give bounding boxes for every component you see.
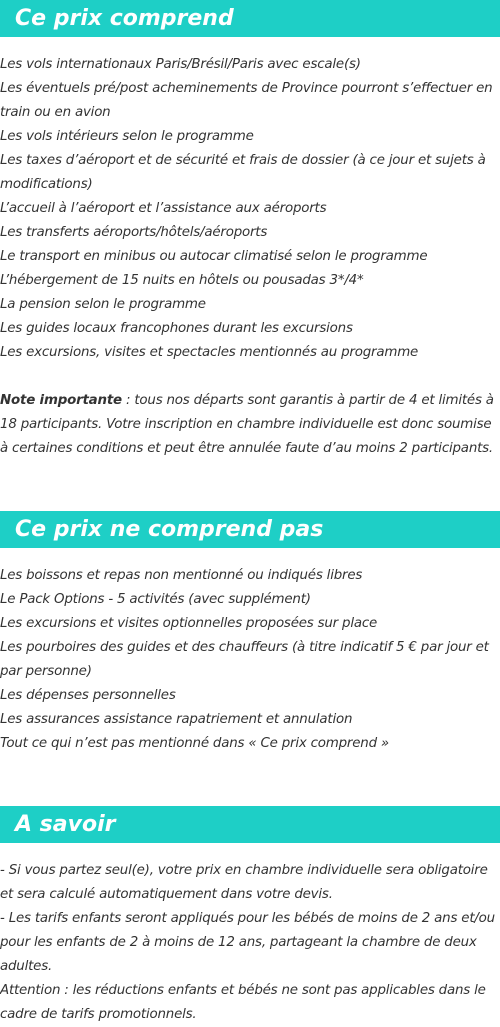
list-item: Les pourboires des guides et des chauffeurs (à titre indicatif 5 € par jour et par personne) xyxy=(0,640,489,679)
section-header-good-to-know xyxy=(0,806,500,843)
list-item: Les boissons et repas non mentionné ou indiqués libres xyxy=(0,568,363,583)
list-item: - Si vous partez seul(e), votre prix en chambre individuelle sera obligatoire et sera calculé automatiquement dans votre devis. xyxy=(0,863,488,902)
important-note xyxy=(0,389,500,461)
list-item: L’hébergement de 15 nuits en hôtels ou pousadas 3*/4* xyxy=(0,273,364,288)
not-included-list xyxy=(0,564,500,756)
list-item: Les dépenses personnelles xyxy=(0,688,176,703)
list-item: Les excursions, visites et spectacles mentionnés au programme xyxy=(0,345,419,360)
section-title-included: Ce prix comprend xyxy=(15,6,234,31)
section-header-included xyxy=(0,0,500,37)
list-item: Les excursions et visites optionnelles proposées sur place xyxy=(0,616,378,631)
list-item: Le Pack Options - 5 activités (avec supplément) xyxy=(0,592,311,607)
note-text: : tous nos départs sont garantis à partir de 4 et limités à 18 participants. Votre inscription en chambre individuelle est donc soumise à certaines conditions et peut être annulée faute d’au moins 2 participants. xyxy=(0,393,494,456)
list-item: Attention : les réductions enfants et bébés ne sont pas applicables dans le cadre de tarifs promotionnels. xyxy=(0,983,486,1022)
list-item: La pension selon le programme xyxy=(0,297,206,312)
list-item: Les vols internationaux Paris/Brésil/Paris avec escale(s) xyxy=(0,57,361,72)
included-list xyxy=(0,53,500,461)
list-item: Les vols intérieurs selon le programme xyxy=(0,129,254,144)
list-item: Tout ce qui n’est pas mentionné dans « Ce prix comprend » xyxy=(0,736,389,751)
list-item: L’accueil à l’aéroport et l’assistance aux aéroports xyxy=(0,201,327,216)
list-item: - Les tarifs enfants seront appliqués pour les bébés de moins de 2 ans et/ou pour les enfants de 2 à moins de 12 ans, partageant la chambre de deux adultes. xyxy=(0,911,495,974)
list-item: Les transferts aéroports/hôtels/aéroports xyxy=(0,225,268,240)
note-label: Note importante xyxy=(0,393,122,408)
list-item: Les guides locaux francophones durant les excursions xyxy=(0,321,353,336)
section-title-good-to-know: A savoir xyxy=(15,812,116,837)
list-item: Les éventuels pré/post acheminements de Province pourront s’effectuer en train ou en avion xyxy=(0,81,493,120)
section-title-not-included: Ce prix ne comprend pas xyxy=(15,517,324,542)
list-item: Le transport en minibus ou autocar climatisé selon le programme xyxy=(0,249,428,264)
list-item: Les taxes d’aéroport et de sécurité et frais de dossier (à ce jour et sujets à modifications) xyxy=(0,153,486,192)
section-header-not-included xyxy=(0,511,500,548)
list-item: Les assurances assistance rapatriement et annulation xyxy=(0,712,353,727)
good-to-know-list xyxy=(0,859,500,1027)
